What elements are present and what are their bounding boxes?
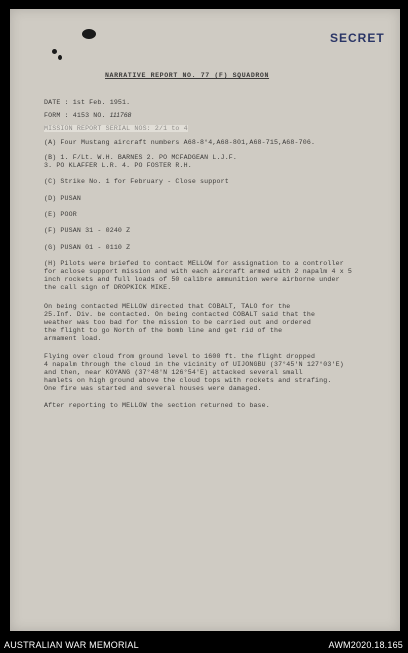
paragraph-3-line: hamlets on high ground above the cloud tops with rockets and strafing. — [44, 377, 332, 384]
item-a-line: (A) Four Mustang aircraft numbers A68-8°4,A68-801,A68-715,A68-706. — [44, 139, 316, 146]
paragraph-h-line: inch rockets and full loads of 50 calibre ammunition were airborne under — [44, 276, 340, 283]
punch-hole — [52, 49, 57, 54]
report-title: NARRATIVE REPORT NO. 77 (F) SQUADRON — [105, 72, 270, 79]
item-b-line-2: 3. PO KLAFFER L.R. 4. PO FOSTER R.H. — [44, 162, 192, 169]
item-c-line: (C) Strike No. 1 for February - Close support — [44, 178, 229, 185]
item-g-line: (G) PUSAN 01 - 0110 Z — [44, 244, 131, 251]
paragraph-h-line: the call sign of DROPKICK MIKE. — [44, 284, 172, 291]
paragraph-2-line: the flight to go North of the bomb line and get rid of the — [44, 327, 283, 334]
item-d-line: (D) PUSAN — [44, 195, 81, 202]
item-b-line-1: (B) 1. F/Lt. W.H. BARNES 2. PO MCFADGEAN L.J.F. — [44, 154, 238, 161]
paragraph-2-line: armament load. — [44, 335, 102, 342]
paragraph-h-line: for aclose support mission and with each aircraft armed with 2 napalm 4 x 5 — [44, 268, 353, 275]
footer-institution: AUSTRALIAN WAR MEMORIAL — [4, 640, 139, 650]
form-number-handwritten: 111768 — [109, 112, 132, 119]
form-line — [44, 112, 131, 119]
punch-hole — [82, 29, 96, 39]
form-label: FORM : 4153 NO. — [44, 112, 106, 119]
paragraph-3-line: and then, near KOYANG (37°48'N 126°54'E) attacked several small — [44, 369, 303, 376]
paragraph-2-line: 25.Inf. Div. be contacted. On being contacted COBALT said that the — [44, 311, 316, 318]
paragraph-h-line: (H) Pilots were briefed to contact MELLOW for assignation to a controller — [44, 260, 344, 267]
footer-accession-number: AWM2020.18.165 — [328, 640, 403, 650]
paragraph-2-line: On being contacted MELLOW directed that COBALT, TALO for the — [44, 303, 291, 310]
paragraph-3-line: Flying over cloud from ground level to 1600 ft. the flight dropped — [44, 353, 316, 360]
item-f-line: (F) PUSAN 31 - 0240 Z — [44, 227, 131, 234]
document-page — [10, 9, 400, 631]
serial-line: MISSION REPORT SERIAL NOS: 2/1 to 4 — [44, 125, 188, 132]
paragraph-3-line: One fire was started and several houses were damaged. — [44, 385, 262, 392]
paragraph-2-line: weather was too bad for the mission to be carried out and ordered — [44, 319, 311, 326]
paragraph-3-line: 4 napalm through the cloud in the vicinity of UIJONGBU (37°45'N 127°03'E) — [44, 361, 344, 368]
punch-hole — [58, 55, 62, 60]
paragraph-4-line: After reporting to MELLOW the section returned to base. — [44, 402, 270, 409]
item-e-line: (E) POOR — [44, 211, 77, 218]
secret-stamp: SECRET — [330, 31, 385, 45]
date-line: DATE : 1st Feb. 1951. — [44, 99, 131, 106]
